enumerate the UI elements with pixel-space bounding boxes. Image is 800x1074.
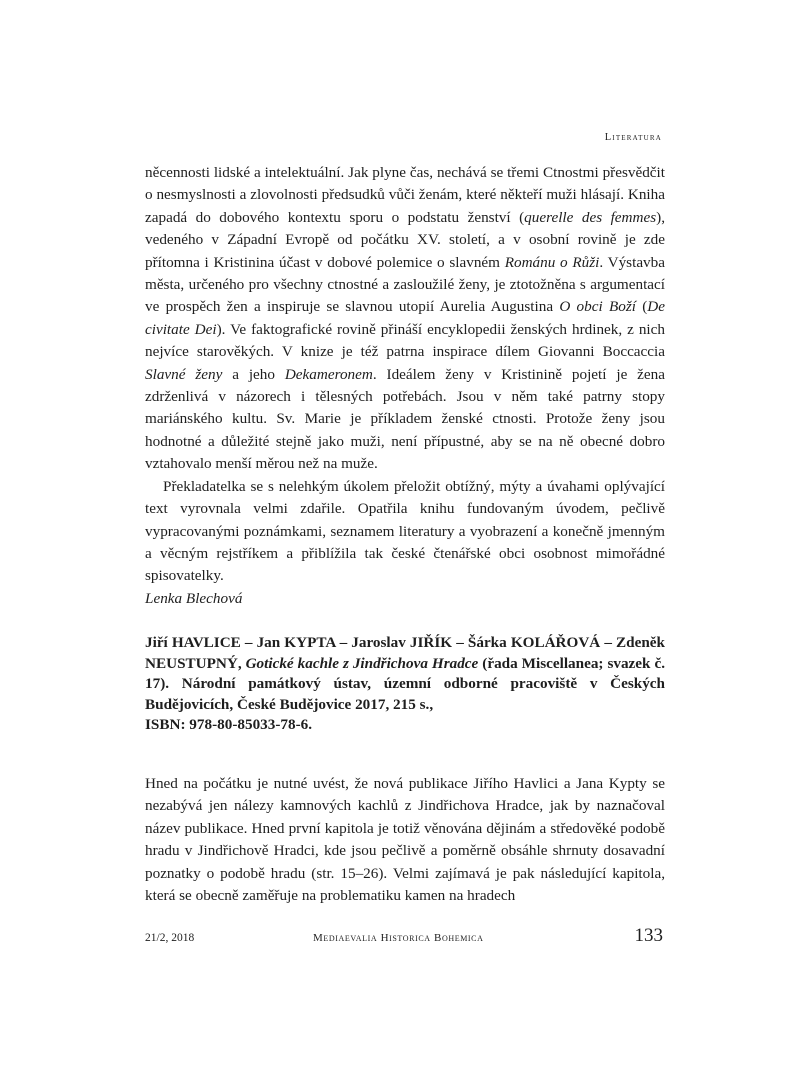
- text-run: ). Ve faktografické rovině přináší encyklopedii ženských hrdinek, z nich nejvíce starověkých. V knize je též patrna inspirace dílem Giovanni Boccaccia: [145, 320, 665, 361]
- book-title: Gotické kachle z Jindřichova Hradce: [245, 654, 479, 672]
- text-run: . Ideálem ženy v Kristinině pojetí je žena zdrženlivá v názorech i tělesných potřebách. Jsou v něm také patrny stopy mariánského kultu. Sv. Marie je příkladem ženské ctnosti. Protože ženy jsou hodnotné a důležité stejně jako muži, není přípustné, aby se na ně obecné dobro vztahovalo menší měrou než na muže.: [145, 365, 666, 473]
- book-isbn: ISBN: 978-80-85033-78-6.: [145, 716, 313, 734]
- journal-name: Mediaevalia Historica Bohemica: [313, 932, 484, 944]
- italic-title: O obci Boží: [559, 298, 636, 316]
- review-paragraph-2: Překladatelka se s nelehkým úkolem přeložit obtížný, mýty a úvahami oplývající text vyrovnala velmi zdařile. Opatřila knihu fundovaným úvodem, pečlivě vypracovanými poznámkami, seznamem literatury a vyobrazení a konečně jmenným a věcným rejstříkem a přiblížila tak české čtenářské obci osobnost mimořádné spisovatelky.: [145, 477, 665, 585]
- italic-title: De civitate Dei: [145, 298, 666, 338]
- book-authors: Jiří HAVLICE – Jan KYPTA – Jaroslav JIŘÍK – Šárka KOLÁŘOVÁ – Zdeněk NEUSTUPNÝ,: [145, 634, 665, 672]
- running-head: Literatura: [604, 132, 662, 143]
- italic-title: Slavné ženy: [145, 365, 223, 383]
- italic-title: querelle des femmes: [524, 208, 657, 226]
- issue-label: 21/2, 2018: [145, 932, 195, 944]
- reviewer-signature: Lenka Blechová: [145, 589, 243, 607]
- book-publication-details: (řada Miscellanea; svazek č. 17). Národní památkový ústav, územní odborné pracoviště v Českých Budějovicích, České Budějovice 2017, 215 s.,: [145, 654, 665, 713]
- page-number: 133: [634, 925, 663, 946]
- text-run: ), vedeného v Západní Evropě od počátku XV. století, a v osobní rovině je zde přítomna i Kristinina účast v dobové polemice o slavném: [145, 208, 665, 271]
- review-text: [145, 162, 665, 610]
- book-citation: [145, 633, 665, 715]
- review-paragraph-1: [145, 162, 665, 476]
- text-run: . Výstavba města, určeného pro všechny ctnostné a zasloužilé ženy, je ztotožněna s argumentací ve prospěch žen a inspiruje se slavnou utopií Aurelia Augustina: [145, 253, 665, 316]
- text-run: něcennosti lidské a intelektuální. Jak plyne čas, nechává se třemi Ctnostmi přesvědčit o nesmyslnosti a zlovolnosti předsudků vůči ženám, které někteří muži hlásají. Kniha zapadá do dobového kontextu sporu o podstatu ženství (: [145, 164, 665, 226]
- review-2-heading: [145, 633, 665, 736]
- review-2-paragraph-1: Hned na počátku je nutné uvést, že nová publikace Jiřího Havlici a Jana Kypty se nezabývá jen nálezy kamnových kachlů z Jindřichova Hradce, jak by naznačoval název publikace. Hned první kapitola je totiž věnována dějinám a středověké podobě hradu v Jindřichově Hradci, kde jsou pečlivě a poměrně obsáhle shrnuty dosavadní poznatky o podobě hradu (str. 15–26). Velmi zajímavá je pak následující kapitola, která se obecně zaměřuje na problematiku kamen na hradech: [145, 775, 665, 905]
- text-run: (: [635, 298, 648, 316]
- review-2-body: [145, 773, 665, 907]
- italic-title: Románu o Růži: [504, 253, 600, 271]
- italic-title: Dekameronem: [284, 365, 373, 383]
- text-run: a jeho: [222, 365, 285, 383]
